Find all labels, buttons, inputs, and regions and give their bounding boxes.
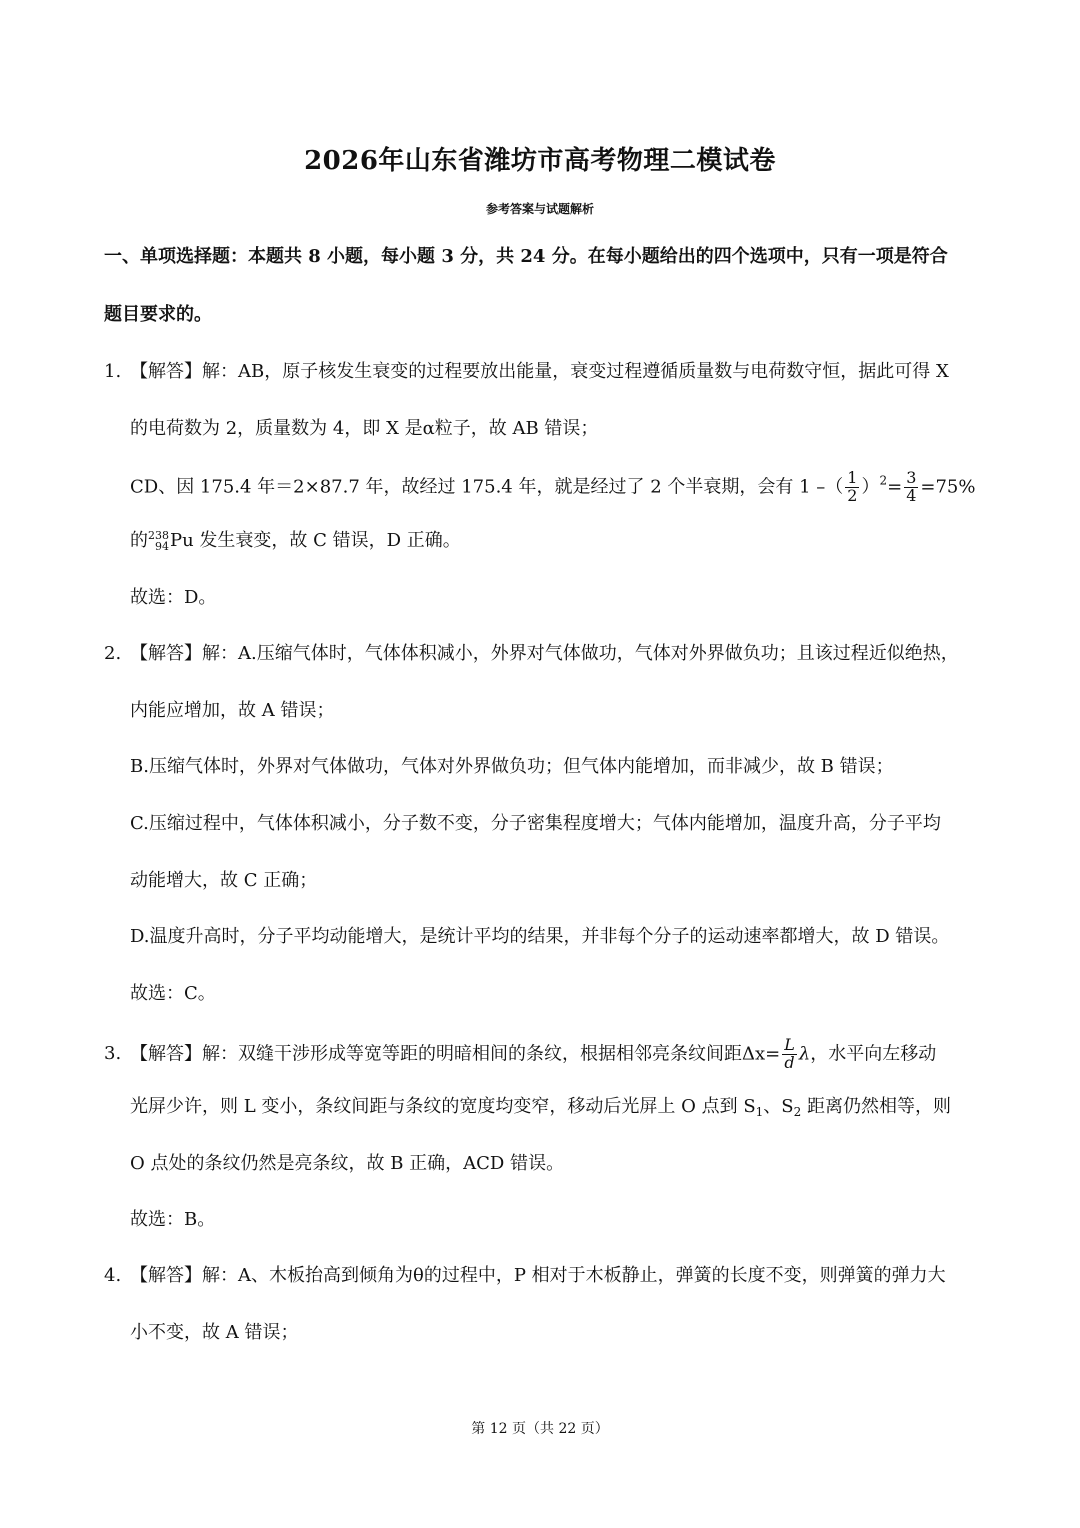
q2-number: 2.	[104, 643, 122, 664]
q2-line-6: D.温度升高时，分子平均动能增大，是统计平均的结果，并非每个分子的运动速率都增大，故 D 错误。	[130, 926, 950, 947]
q3-subscript-1: 1	[755, 1105, 764, 1119]
q1-fraction-half	[845, 470, 859, 505]
q1-line-4	[130, 530, 461, 552]
q1-fraction-three-quarters	[904, 470, 918, 505]
q2-line-7: 故选：C。	[130, 983, 216, 1004]
q3-fraction-l-over-d	[782, 1037, 797, 1072]
q3-text-1a: 【解答】解：双缝干涉形成等宽等距的明暗相间的条纹，根据相邻亮条纹间距Δx=	[130, 1043, 781, 1065]
q1-fraction-half-numerator: 1	[847, 468, 858, 487]
page-subtitle: 参考答案与试题解析	[485, 202, 594, 216]
page-footer: 第 12 页（共 22 页）	[471, 1421, 609, 1437]
q4-line-1	[104, 1265, 946, 1287]
q3-line-3: O 点处的条纹仍然是亮条纹，故 B 正确，ACD 错误。	[130, 1153, 565, 1174]
q1-text-3c: =	[887, 476, 903, 498]
q4-line-2: 小不变，故 A 错误；	[130, 1322, 299, 1343]
q2-text-1: 【解答】解：A.压缩气体时，气体体积减小，外界对气体做功，气体对外界做负功；且该过程近似绝热，	[130, 643, 959, 664]
q1-charge-number: 94	[155, 540, 169, 553]
q2-line-1	[104, 643, 959, 665]
q2-line-2: 内能应增加，故 A 错误；	[130, 700, 335, 721]
q3-text-2a: 光屏少许，则 L 变小，条纹间距与条纹的宽度均变窄，移动后光屏上 O 点到 S	[130, 1096, 756, 1117]
q2-line-4: C.压缩过程中，气体体积减小，分子数不变，分子密集程度增大；气体内能增加，温度升高，分子平均	[130, 813, 941, 834]
q1-fraction-tq-numerator: 3	[906, 468, 917, 487]
q1-line-2: 的电荷数为 2，质量数为 4，即 X 是α粒子，故 AB 错误；	[130, 418, 599, 439]
section-heading-line1: 一、单项选择题：本题共 8 小题，每小题 3 分，共 24 分。在每小题给出的四个选项中，只有一项是符合	[104, 246, 948, 267]
q1-text-4b: Pu 发生衰变，故 C 错误，D 正确。	[170, 530, 461, 551]
q1-line-1	[104, 361, 949, 383]
q3-line-2	[130, 1096, 951, 1119]
q1-text-4a: 的	[130, 530, 148, 551]
page-title: 2026年山东省潍坊市高考物理二模试卷	[304, 146, 776, 176]
q1-mass-number: 238	[148, 529, 169, 542]
q3-text-2b: 、S	[763, 1096, 794, 1117]
q1-text-1: 【解答】解：AB，原子核发生衰变的过程要放出能量，衰变过程遵循质量数与电荷数守恒，据此可得 X	[130, 361, 949, 382]
q1-line-5: 故选：D。	[130, 587, 217, 608]
q1-line-3	[130, 470, 975, 505]
q1-text-3a: CD、因 175.4 年＝2×87.7 年，故经过 175.4 年，就是经过了 2 个半衰期，会有 1 –（	[130, 476, 844, 498]
q3-text-1b: ，水平向左移动	[810, 1043, 937, 1065]
q3-fraction-numerator: L	[784, 1035, 795, 1054]
q1-text-3d: =75%	[920, 476, 976, 498]
q3-subscript-2: 2	[793, 1105, 802, 1119]
q2-line-3: B.压缩气体时，外界对气体做功，气体对外界做负功；但气体内能增加，而非减少，故 B 错误；	[130, 756, 894, 777]
q1-text-3b: ）	[861, 476, 880, 498]
q3-lambda: λ	[798, 1043, 811, 1065]
q1-fraction-half-denominator: 2	[847, 485, 858, 505]
q2-line-5: 动能增大，故 C 正确；	[130, 870, 318, 891]
section-heading-line2: 题目要求的。	[104, 304, 212, 325]
q1-nuclide-numbers	[148, 530, 169, 552]
q3-text-2c: 距离仍然相等，则	[801, 1096, 952, 1117]
q4-text-1: 【解答】解：A、木板抬高到倾角为θ的过程中，P 相对于木板静止，弹簧的长度不变，则弹簧的弹力大	[130, 1265, 946, 1286]
q1-number: 1.	[104, 361, 122, 382]
q3-line-1	[104, 1037, 936, 1072]
q3-line-4: 故选：B。	[130, 1209, 216, 1230]
q1-exponent: 2	[879, 473, 888, 488]
q1-fraction-tq-denominator: 4	[906, 485, 917, 505]
q3-fraction-denominator: d	[784, 1052, 795, 1072]
q4-number: 4.	[104, 1265, 122, 1286]
q3-number: 3.	[104, 1043, 122, 1065]
